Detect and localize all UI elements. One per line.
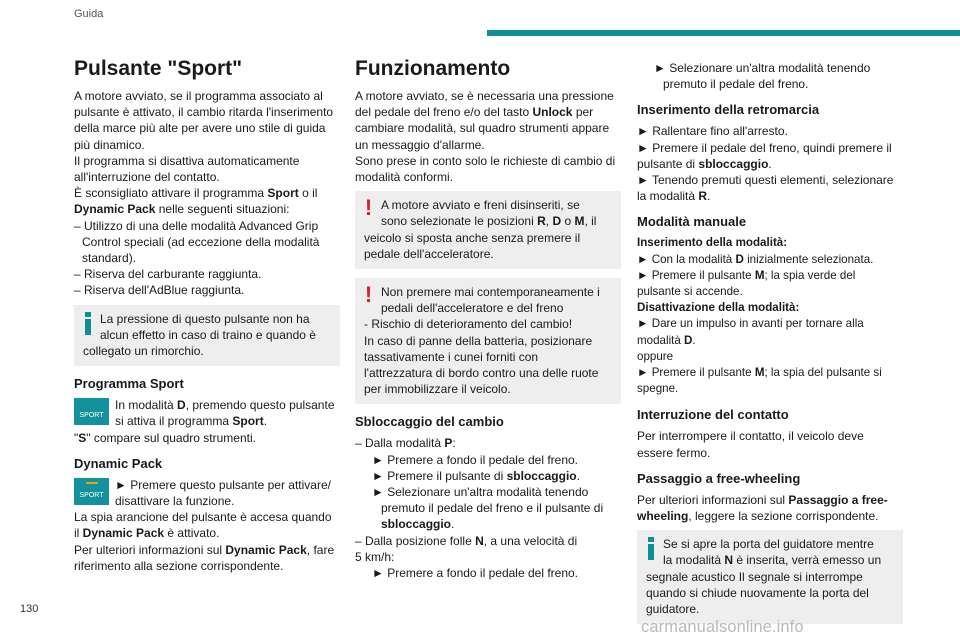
step-item: ► Premere il pulsante M; la spia verde del xyxy=(637,268,856,282)
unlock-steps-cont xyxy=(637,60,903,92)
warning-icon: ! xyxy=(364,195,373,221)
heading-reverse-gear: Inserimento della retromarcia xyxy=(637,102,820,118)
text-line: riferimento alla sezione corrispondente. xyxy=(74,558,284,573)
step-item: ► Premere il pulsante M; la spia del pulsante si xyxy=(637,366,882,380)
note-line: la modalità N è inserita, verrà emesso un xyxy=(663,553,882,568)
text-line: un messaggio d'allarme. xyxy=(355,137,485,152)
watermark: carmanualsonline.info xyxy=(641,618,804,636)
step-item-cont: modalità D. xyxy=(637,333,696,347)
note-line: sono selezionate le posizioni R, D o M, il xyxy=(381,214,597,229)
note-line: quando si chiude nuovamente la porta del xyxy=(646,585,869,600)
header-accent-bar xyxy=(487,30,960,36)
note-line: A motore avviato e freni disinseriti, se xyxy=(381,198,580,213)
list-item: – Dalla posizione folle N, a una velocità di xyxy=(355,533,578,548)
note-line: pedali dell'acceleratore e del freno xyxy=(381,301,564,316)
info-note-driver-door xyxy=(637,530,903,624)
warning-icon: ! xyxy=(364,282,373,308)
text-line: In modalità D, premendo questo pulsante xyxy=(115,398,335,413)
text-line: della marce più alte per avere uno stile di guida xyxy=(74,121,326,136)
subheading-activation: Inserimento della modalità: xyxy=(637,236,788,250)
text-line: Dynamic Pack nelle seguenti situazioni: xyxy=(74,202,290,217)
note-line: l'attrezzatura di bordo contro una delle ruote xyxy=(364,366,599,381)
text-line: È sconsigliato attivare il programma Sport o il xyxy=(74,186,318,201)
text-line: La spia arancione del pulsante è accesa quando xyxy=(74,510,332,525)
step-item-cont: premuto il pedale del freno. xyxy=(663,77,809,92)
text-line: Per ulteriori informazioni sul Passaggio a free- xyxy=(637,492,888,507)
text-line: modalità conformi. xyxy=(355,170,454,185)
note-line: Se si apre la porta del guidatore mentre xyxy=(663,537,874,552)
list-item: – Dalla modalità P: xyxy=(355,436,456,451)
reverse-steps xyxy=(637,123,903,204)
step-item-cont: spegne. xyxy=(637,382,679,396)
list-item-cont: Control speciali (ad eccezione della modalità xyxy=(82,234,320,249)
note-line: In caso di panne della batteria, posizionare xyxy=(364,333,593,348)
text-line: Per interrompere il contatto, il veicolo deve xyxy=(637,429,864,444)
section-title-sport-button: Pulsante "Sport" xyxy=(74,57,243,80)
note-line: collegato un rimorchio. xyxy=(83,344,204,359)
heading-ignition-off: Interruzione del contatto xyxy=(637,407,789,423)
column-1 xyxy=(74,56,340,574)
list-item: – Utilizzo di una delle modalità Advanced Grip xyxy=(74,218,319,233)
note-line: veicolo si sposta anche senza premere il xyxy=(364,230,581,245)
note-line: La pressione di questo pulsante non ha xyxy=(100,311,310,326)
step-item: ► Rallentare fino all'arresto. xyxy=(637,124,788,139)
info-icon xyxy=(83,312,92,334)
step-item: ► Premere il pedale del freno, quindi premere il xyxy=(637,140,892,155)
note-line: alcun effetto in caso di traino e quando è xyxy=(100,327,316,342)
sport-program-block xyxy=(74,397,340,446)
note-line: per immobilizzare il veicolo. xyxy=(364,382,511,397)
header-title: Guida xyxy=(74,8,104,20)
text-line: "S" compare sul quadro strumenti. xyxy=(74,430,256,445)
text-line: più dinamico. xyxy=(74,137,145,152)
subheading-deactivation: Disattivazione della modalità: xyxy=(637,301,800,315)
section-title-operation: Funzionamento xyxy=(355,57,511,80)
text-line: oppure xyxy=(637,349,674,363)
list-item-cont: 5 km/h: xyxy=(355,549,395,564)
heading-gearbox-unlock: Sbloccaggio del cambio xyxy=(355,414,504,430)
step-item: ► Premere a fondo il pedale del freno. xyxy=(372,452,578,467)
heading-sport-program: Programma Sport xyxy=(74,376,184,392)
text-line: A motore avviato, se il programma associato al xyxy=(74,89,323,103)
warning-note-brakes xyxy=(355,191,621,269)
step-item-cont: sbloccaggio. xyxy=(381,517,455,532)
unlock-steps xyxy=(355,435,621,581)
step-item: ► Con la modalità D inizialmente selezionata. xyxy=(637,252,874,266)
dynamic-pack-button-icon: SPORT xyxy=(74,478,109,505)
text-line: Il programma si disattiva automaticamente xyxy=(74,153,300,168)
step-item: ► Premere il pulsante di sbloccaggio. xyxy=(372,468,580,483)
text-line: all'interruzione del contatto. xyxy=(74,170,220,185)
info-icon xyxy=(646,537,655,559)
list-item-cont: standard). xyxy=(82,251,137,266)
step-item: ► Premere a fondo il pedale del freno. xyxy=(372,566,578,581)
free-wheeling-text xyxy=(637,492,903,524)
text-line: Sono prese in conto solo le richieste di cambio di xyxy=(355,153,616,168)
step-item-cont: pulsante si accende. xyxy=(637,285,743,299)
info-note-towing xyxy=(74,305,340,367)
sport-intro xyxy=(74,88,340,299)
text-line: si attiva il programma Sport. xyxy=(115,414,268,429)
operation-intro xyxy=(355,88,621,185)
note-line: segnale acustico Il segnale si interrompe xyxy=(646,569,863,584)
step-item-cont: la modalità R. xyxy=(637,189,711,204)
heading-dynamic-pack: Dynamic Pack xyxy=(74,455,163,471)
dynamic-pack-block xyxy=(74,477,340,574)
text-line: cambiare modalità, sul quadro strumenti appare xyxy=(355,121,610,136)
text-line: essere fermo. xyxy=(637,445,711,460)
step-item: ► Selezionare un'altra modalità tenendo xyxy=(654,61,871,75)
heading-free-wheeling: Passaggio a free-wheeling xyxy=(637,470,801,486)
text-line: disattivare la funzione. xyxy=(115,494,235,509)
text-line: del pedale del freno e/o del tasto Unlock per xyxy=(355,105,594,120)
text-line: pulsante è attivato, il cambio ritarda l'inserimento xyxy=(74,105,334,120)
note-line: - Rischio di deterioramento del cambio! xyxy=(364,317,573,332)
text-line: wheeling, leggere la sezione corrispondente. xyxy=(637,509,879,524)
text-line: Per ulteriori informazioni sul Dynamic Pack, fare xyxy=(74,542,335,557)
step-item: ► Selezionare un'altra modalità tenendo xyxy=(372,485,589,500)
note-line: guidatore. xyxy=(646,602,700,617)
list-item: – Riserva del carburante raggiunta. xyxy=(74,267,262,282)
text-line: A motore avviato, se è necessaria una pressione xyxy=(355,89,614,103)
note-line: pedale dell'acceleratore. xyxy=(364,246,494,261)
step-item-cont: premuto il pedale del freno e il pulsante di xyxy=(381,501,604,516)
list-item: – Riserva dell'AdBlue raggiunta. xyxy=(74,283,245,298)
step-item: ► Tenendo premuti questi elementi, selezionare xyxy=(637,173,894,188)
step-item-cont: pulsante di sbloccaggio. xyxy=(637,156,772,171)
ignition-text xyxy=(637,428,903,460)
page-number: 130 xyxy=(20,603,39,615)
note-line: tassativamente i cunei forniti con xyxy=(364,349,539,364)
text-line: ► Premere questo pulsante per attivare/ xyxy=(115,477,331,492)
note-line: Non premere mai contemporaneamente i xyxy=(381,285,600,300)
column-3 xyxy=(637,60,903,633)
sport-button-icon: SPORT xyxy=(74,398,109,425)
text-line: il Dynamic Pack è attivato. xyxy=(74,526,220,541)
step-item: ► Dare un impulso in avanti per tornare alla xyxy=(637,317,864,331)
manual-mode-steps xyxy=(637,235,903,397)
warning-note-pedals xyxy=(355,278,621,404)
heading-manual-mode: Modalità manuale xyxy=(637,214,747,230)
column-2 xyxy=(355,56,621,581)
